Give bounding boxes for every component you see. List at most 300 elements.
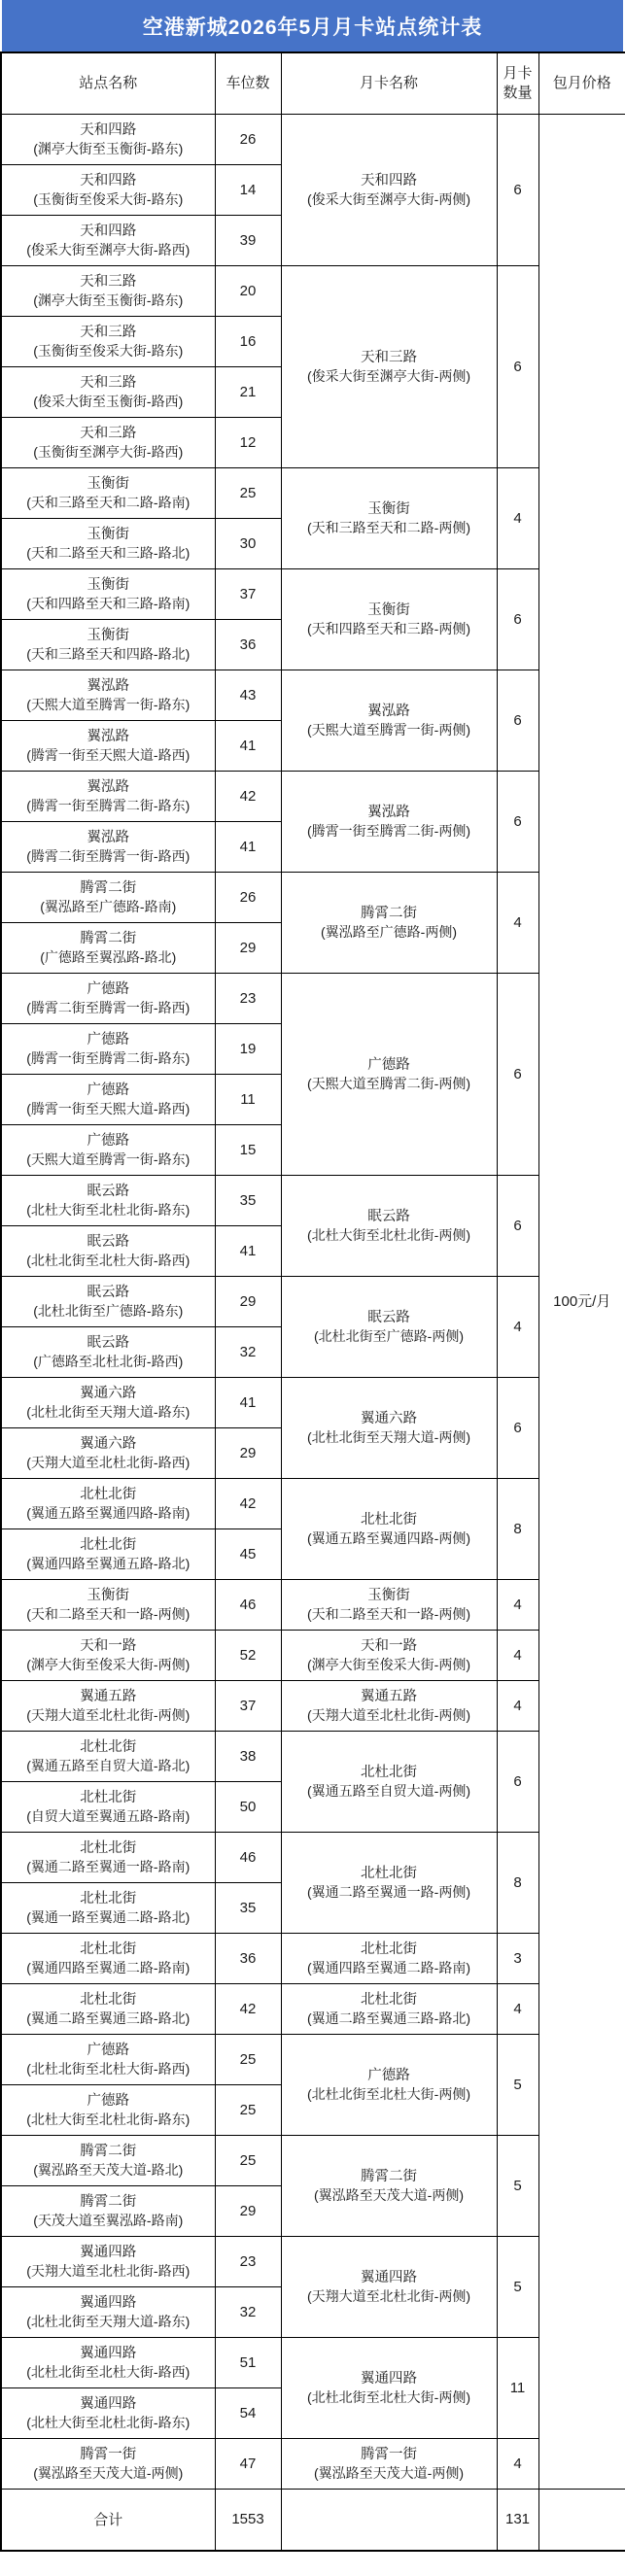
table-row: [1, 670, 625, 721]
card-name-cell-detail: (天熙大道至腾霄一街-两侧): [307, 721, 470, 738]
station-cell-title: 广德路: [87, 1031, 129, 1048]
station-cell-title: 广德路: [87, 2092, 129, 2109]
station-cell: [1, 974, 215, 1024]
station-cell: [1, 2186, 215, 2237]
station-cell-title: 广德路: [87, 980, 129, 997]
station-cell-title: 眠云路: [87, 1284, 129, 1300]
station-cell: [1, 1479, 215, 1529]
spaces-cell: 39: [215, 216, 281, 266]
station-cell: [1, 1631, 215, 1681]
station-cell-title: 天和三路: [80, 425, 137, 441]
column-header-station: 站点名称: [1, 52, 215, 115]
card-name-cell-detail: (翼通四路至翼通二路-路南): [307, 1959, 470, 1975]
total-label: 合计: [1, 2490, 215, 2551]
station-cell-title: 北杜北街: [80, 1486, 137, 1502]
station-cell-title: 玉衡街: [87, 576, 129, 593]
card-name-cell: [281, 1176, 497, 1277]
spaces-cell: 16: [215, 317, 281, 367]
station-cell-detail: (天熙大道至腾霄一街-路东): [26, 696, 191, 712]
card-name-cell-title: 广德路: [367, 1056, 410, 1073]
spaces-cell: 43: [215, 670, 281, 721]
card-name-cell-detail: (翼通五路至翼通四路-两侧): [307, 1529, 470, 1546]
station-cell-title: 眠云路: [87, 1183, 129, 1199]
station-cell-title: 翼泓路: [87, 728, 129, 744]
station-cell-detail: (北杜大街至北杜北街-路东): [26, 2414, 191, 2430]
card-count-cell: 6: [497, 266, 538, 468]
station-cell-title: 腾霄一街: [80, 2446, 137, 2462]
card-count-cell: 6: [497, 569, 538, 670]
spaces-cell: 45: [215, 1529, 281, 1580]
station-cell-detail: (北杜北街至北杜大街-路西): [26, 1252, 191, 1268]
card-count-cell: 4: [497, 1580, 538, 1631]
station-cell-detail: (天和四路至天和三路-路南): [26, 595, 191, 611]
card-count-cell: 6: [497, 1176, 538, 1277]
card-count-cell: 4: [497, 1984, 538, 2035]
station-cell: [1, 266, 215, 317]
card-count-cell: 6: [497, 974, 538, 1176]
station-cell-title: 翼泓路: [87, 677, 129, 694]
card-name-cell: [281, 1277, 497, 1378]
card-name-cell-detail: (天和四路至天和三路-两侧): [307, 620, 470, 636]
table-row: [1, 1681, 625, 1732]
spaces-cell: 54: [215, 2388, 281, 2439]
station-cell-detail: (天翔大道至北杜北街-两侧): [26, 1706, 191, 1723]
table-row: [1, 1176, 625, 1226]
station-cell: [1, 721, 215, 772]
card-name-cell-title: 腾霄二街: [361, 2168, 417, 2184]
station-cell: [1, 418, 215, 468]
station-cell-title: 眠云路: [87, 1233, 129, 1250]
spaces-cell: 50: [215, 1782, 281, 1833]
table-row: [1, 115, 625, 165]
card-name-cell-detail: (翼通二路至翼通三路-路北): [307, 2009, 470, 2026]
station-cell-detail: (翼通二路至翼通三路-路北): [26, 2009, 191, 2026]
station-cell: [1, 569, 215, 620]
card-name-cell-detail: (翼通五路至自贸大道-两侧): [307, 1782, 470, 1799]
spaces-cell: 29: [215, 923, 281, 974]
station-cell-detail: (翼通四路至翼通二路-路南): [26, 1959, 191, 1975]
card-name-cell-title: 玉衡街: [367, 500, 410, 517]
spaces-cell: 41: [215, 822, 281, 873]
station-cell: [1, 772, 215, 822]
spaces-cell: 41: [215, 1226, 281, 1277]
spaces-cell: 19: [215, 1024, 281, 1075]
card-name-cell-detail: (天和三路至天和二路-两侧): [307, 519, 470, 535]
station-cell-detail: (天翔大道至北杜北街-路西): [26, 1454, 191, 1470]
spaces-cell: 52: [215, 1631, 281, 1681]
station-cell-detail: (渊亭大街至俊采大街-两侧): [26, 1656, 191, 1672]
station-cell-title: 天和四路: [80, 223, 137, 239]
spaces-cell: 23: [215, 2237, 281, 2287]
spaces-cell: 42: [215, 1984, 281, 2035]
table-row: [1, 569, 625, 620]
card-name-cell-detail: (翼泓路至天茂大道-两侧): [314, 2186, 464, 2203]
station-cell-detail: (翼通一路至翼通二路-路北): [26, 1908, 191, 1925]
station-cell-detail: (腾霄一街至腾霄二街-路东): [26, 1049, 191, 1066]
station-cell: [1, 1226, 215, 1277]
station-cell-title: 翼通四路: [80, 2345, 137, 2361]
station-cell-detail: (天和三路至天和四路-路北): [26, 645, 191, 662]
table-row: [1, 1984, 625, 2035]
station-cell: [1, 1782, 215, 1833]
card-name-cell-detail: (俊采大街至渊亭大街-两侧): [307, 367, 470, 384]
station-cell-title: 北杜北街: [80, 1941, 137, 1957]
spaces-cell: 37: [215, 1681, 281, 1732]
station-cell: [1, 1681, 215, 1732]
station-cell: [1, 1529, 215, 1580]
card-count-cell: 4: [497, 873, 538, 974]
card-name-cell: [281, 2237, 497, 2338]
station-cell-title: 北杜北街: [80, 1738, 137, 1755]
station-cell: [1, 1833, 215, 1883]
spaces-cell: 14: [215, 165, 281, 216]
card-name-cell-title: 眠云路: [367, 1208, 410, 1224]
station-cell-title: 玉衡街: [87, 475, 129, 492]
card-count-cell: 6: [497, 772, 538, 873]
station-cell: [1, 2338, 215, 2388]
card-count-cell: 8: [497, 1833, 538, 1934]
station-cell-detail: (俊采大街至玉衡街-路西): [33, 393, 184, 409]
spaces-cell: 37: [215, 569, 281, 620]
station-cell-title: 天和四路: [80, 172, 137, 189]
card-name-cell-title: 腾霄一街: [361, 2446, 417, 2462]
station-cell: [1, 620, 215, 670]
station-cell-detail: (翼通五路至翼通四路-路南): [26, 1504, 191, 1521]
station-cell: [1, 873, 215, 923]
station-cell-title: 天和一路: [80, 1637, 137, 1654]
station-cell: [1, 1883, 215, 1934]
station-cell-detail: (天和二路至天和三路-路北): [26, 544, 191, 561]
card-name-cell-detail: (天翔大道至北杜北街-两侧): [307, 2287, 470, 2304]
station-cell-title: 玉衡街: [87, 1587, 129, 1603]
station-cell-title: 翼泓路: [87, 829, 129, 845]
table-row: [1, 772, 625, 822]
spaces-cell: 20: [215, 266, 281, 317]
station-cell: [1, 1075, 215, 1125]
card-count-cell: 5: [497, 2136, 538, 2237]
card-name-cell: [281, 2338, 497, 2439]
card-name-cell-title: 广德路: [367, 2067, 410, 2083]
card-name-cell: [281, 2035, 497, 2136]
station-cell-title: 广德路: [87, 1082, 129, 1098]
station-cell-detail: (北杜北街至天翔大道-路东): [26, 1403, 191, 1420]
card-name-cell-detail: (翼泓路至广德路-两侧): [321, 923, 457, 940]
station-cell-detail: (腾霄二街至腾霄一街-路西): [26, 999, 191, 1015]
card-name-cell-detail: (北杜北街至北杜大街-两侧): [307, 2388, 470, 2405]
station-cell-title: 广德路: [87, 2042, 129, 2058]
station-cell-title: 眠云路: [87, 1334, 129, 1351]
card-name-cell: [281, 873, 497, 974]
card-name-cell-title: 翼通五路: [361, 1688, 417, 1704]
card-name-cell-detail: (渊亭大街至俊采大街-两侧): [307, 1656, 470, 1672]
station-cell-detail: (渊亭大街至玉衡街-路东): [33, 292, 184, 308]
station-cell: [1, 923, 215, 974]
card-name-cell: [281, 1631, 497, 1681]
card-name-cell: [281, 115, 497, 266]
card-count-cell: 4: [497, 1631, 538, 1681]
table-row: [1, 1934, 625, 1984]
card-name-cell-detail: (天翔大道至北杜北街-两侧): [307, 1706, 470, 1723]
card-name-cell: [281, 266, 497, 468]
station-cell: [1, 1934, 215, 1984]
station-cell-detail: (天和三路至天和二路-路南): [26, 494, 191, 510]
station-cell-title: 翼通四路: [80, 2395, 137, 2412]
table-row: [1, 2035, 625, 2085]
card-name-cell: [281, 1934, 497, 1984]
station-cell: [1, 468, 215, 519]
station-cell-title: 腾霄二街: [80, 879, 137, 896]
card-name-cell-title: 天和四路: [361, 172, 417, 189]
station-cell-detail: (北杜北街至北杜大街-路西): [26, 2060, 191, 2077]
station-cell-detail: (自贸大道至翼通五路-路南): [26, 1807, 191, 1824]
station-cell: [1, 1327, 215, 1378]
station-cell: [1, 2287, 215, 2338]
station-cell: [1, 1580, 215, 1631]
card-name-cell-detail: (北杜北街至广德路-两侧): [314, 1327, 464, 1344]
card-name-cell-detail: (天熙大道至腾霄二街-两侧): [307, 1075, 470, 1091]
station-cell: [1, 317, 215, 367]
station-cell-detail: (腾霄一街至腾霄二街-路东): [26, 797, 191, 813]
total-card-name-empty: [281, 2490, 497, 2551]
table-row: [1, 873, 625, 923]
card-count-cell: 6: [497, 670, 538, 772]
station-cell-detail: (翼泓路至广德路-路南): [40, 898, 177, 914]
station-cell-title: 翼泓路: [87, 778, 129, 795]
card-name-cell: [281, 1580, 497, 1631]
spaces-cell: 29: [215, 1277, 281, 1327]
spaces-cell: 21: [215, 367, 281, 418]
spaces-cell: 35: [215, 1176, 281, 1226]
card-name-cell-detail: (北杜大街至北杜北街-两侧): [307, 1226, 470, 1243]
spaces-cell: 35: [215, 1883, 281, 1934]
card-count-cell: 5: [497, 2237, 538, 2338]
table-row: [1, 2237, 625, 2287]
card-count-cell: 4: [497, 1681, 538, 1732]
card-name-cell-detail: (腾霄一街至腾霄二街-两侧): [307, 822, 470, 839]
card-count-cell: 4: [497, 2439, 538, 2490]
table-row: [1, 2439, 625, 2490]
spaces-cell: 41: [215, 1378, 281, 1428]
total-price-empty: [538, 2490, 625, 2551]
station-cell-title: 北杜北街: [80, 1890, 137, 1906]
column-header-spaces: 车位数: [215, 52, 281, 115]
station-cell: [1, 1277, 215, 1327]
station-cell-title: 天和三路: [80, 374, 137, 391]
station-cell: [1, 1176, 215, 1226]
spaces-cell: 29: [215, 1428, 281, 1479]
card-name-cell-title: 北杜北街: [361, 1764, 417, 1780]
card-name-cell: [281, 569, 497, 670]
table-body: [1, 115, 625, 2490]
price-cell: 100元/月: [538, 115, 625, 2490]
station-cell-title: 腾霄二街: [80, 2143, 137, 2159]
card-name-cell-title: 翼泓路: [367, 804, 410, 820]
card-name-cell-title: 腾霄二街: [361, 905, 417, 921]
spaces-cell: 11: [215, 1075, 281, 1125]
station-cell: [1, 519, 215, 569]
station-cell-detail: (翼通四路至翼通五路-路北): [26, 1555, 191, 1571]
station-cell-detail: (北杜北街至广德路-路东): [33, 1302, 184, 1319]
station-cell-title: 北杜北街: [80, 1991, 137, 2008]
station-cell-title: 天和四路: [80, 121, 137, 138]
card-name-cell-title: 翼通四路: [361, 2269, 417, 2285]
station-cell: [1, 115, 215, 165]
card-name-cell: [281, 1833, 497, 1934]
station-cell: [1, 822, 215, 873]
station-cell-title: 北杜北街: [80, 1839, 137, 1856]
station-cell: [1, 165, 215, 216]
station-cell-title: 北杜北街: [80, 1536, 137, 1553]
spaces-cell: 12: [215, 418, 281, 468]
page-title: 空港新城2026年5月月卡站点统计表: [2, 0, 623, 52]
card-name-cell: [281, 1479, 497, 1580]
table-row: [1, 1580, 625, 1631]
card-name-cell-detail: (翼泓路至天茂大道-两侧): [314, 2464, 464, 2481]
station-cell-detail: (天和二路至天和一路-两侧): [26, 1605, 191, 1622]
station-cell-detail: (翼通二路至翼通一路-路南): [26, 1858, 191, 1874]
header-row: [1, 52, 625, 115]
station-cell-detail: (北杜大街至北杜北街-路东): [26, 1201, 191, 1218]
station-cell-title: 玉衡街: [87, 627, 129, 643]
spaces-cell: 36: [215, 1934, 281, 1984]
card-name-cell-title: 玉衡街: [367, 1587, 410, 1603]
card-count-cell: 6: [497, 115, 538, 266]
table-row: [1, 2338, 625, 2388]
station-cell-title: 翼通四路: [80, 2294, 137, 2311]
card-name-cell-title: 北杜北街: [361, 1991, 417, 2008]
card-name-cell: [281, 1984, 497, 2035]
spaces-cell: 51: [215, 2338, 281, 2388]
card-name-cell-title: 北杜北街: [361, 1865, 417, 1881]
station-cell-detail: (北杜北街至北杜大街-路西): [26, 2363, 191, 2380]
spaces-cell: 25: [215, 2035, 281, 2085]
card-name-cell: [281, 670, 497, 772]
table-row: [1, 1277, 625, 1327]
total-spaces: 1553: [215, 2490, 281, 2551]
spaces-cell: 42: [215, 1479, 281, 1529]
station-cell: [1, 670, 215, 721]
total-cards: 131: [497, 2490, 538, 2551]
station-cell: [1, 2388, 215, 2439]
card-name-cell: [281, 1732, 497, 1833]
station-cell-detail: (广德路至翼泓路-路北): [40, 948, 177, 965]
card-name-cell-title: 北杜北街: [361, 1941, 417, 1957]
card-count-cell: 4: [497, 1277, 538, 1378]
column-header-card-name: 月卡名称: [281, 52, 497, 115]
spaces-cell: 32: [215, 1327, 281, 1378]
card-name-cell-detail: (北杜北街至北杜大街-两侧): [307, 2085, 470, 2102]
card-name-cell-title: 天和一路: [361, 1637, 417, 1654]
station-cell: [1, 216, 215, 266]
station-cell: [1, 1125, 215, 1176]
table-row: [1, 468, 625, 519]
station-cell-detail: (腾霄一街至天熙大道-路西): [26, 746, 191, 763]
card-name-cell-title: 翼泓路: [367, 703, 410, 719]
spaces-cell: 36: [215, 620, 281, 670]
station-cell-detail: (天翔大道至北杜北街-路西): [26, 2262, 191, 2279]
station-cell-detail: (玉衡街至俊采大街-路东): [33, 342, 184, 359]
station-cell-title: 腾霄二街: [80, 2193, 137, 2210]
card-name-cell-detail: (北杜北街至天翔大道-两侧): [307, 1428, 470, 1445]
station-cell-title: 翼通六路: [80, 1385, 137, 1401]
station-cell-title: 翼通四路: [80, 2244, 137, 2260]
station-cell-detail: (翼泓路至天茂大道-路北): [33, 2161, 184, 2178]
card-count-cell: 6: [497, 1378, 538, 1479]
column-header-card-count: 月卡数量: [497, 52, 538, 115]
station-cell: [1, 1984, 215, 2035]
station-cell: [1, 2237, 215, 2287]
station-cell-title: 北杜北街: [80, 1789, 137, 1805]
card-name-cell: [281, 772, 497, 873]
card-name-cell-detail: (翼通二路至翼通一路-两侧): [307, 1883, 470, 1900]
card-name-cell-title: 天和三路: [361, 349, 417, 365]
card-count-cell: 5: [497, 2035, 538, 2136]
card-name-cell: [281, 1681, 497, 1732]
table-row: [1, 2136, 625, 2186]
card-name-cell-title: 翼通四路: [361, 2370, 417, 2387]
column-header-price: 包月价格: [538, 52, 625, 115]
station-cell: [1, 2136, 215, 2186]
card-count-cell: 11: [497, 2338, 538, 2439]
card-count-cell: 8: [497, 1479, 538, 1580]
station-cell: [1, 2439, 215, 2490]
station-cell-detail: (玉衡街至俊采大街-路东): [33, 190, 184, 207]
station-cell-detail: (天茂大道至翼泓路-路南): [33, 2212, 184, 2228]
station-cell: [1, 2035, 215, 2085]
card-name-cell: [281, 2439, 497, 2490]
table-row: [1, 1833, 625, 1883]
station-cell-detail: (翼泓路至天茂大道-两侧): [33, 2464, 184, 2481]
spaces-cell: 25: [215, 468, 281, 519]
spaces-cell: 25: [215, 2085, 281, 2136]
station-cell: [1, 1024, 215, 1075]
station-cell-detail: (广德路至北杜北街-路西): [33, 1353, 184, 1369]
card-name-cell-title: 眠云路: [367, 1309, 410, 1325]
station-cell: [1, 1378, 215, 1428]
spaces-cell: 41: [215, 721, 281, 772]
station-cell: [1, 1732, 215, 1782]
total-row: [1, 2490, 625, 2551]
station-cell: [1, 367, 215, 418]
spaces-cell: 23: [215, 974, 281, 1024]
table-row: [1, 1631, 625, 1681]
station-cell-title: 腾霄二街: [80, 930, 137, 946]
spaces-cell: 46: [215, 1580, 281, 1631]
card-count-cell: 6: [497, 1732, 538, 1833]
card-name-cell-title: 翼通六路: [361, 1410, 417, 1426]
card-name-cell-title: 玉衡街: [367, 601, 410, 618]
card-name-cell: [281, 1378, 497, 1479]
monthly-card-table: [0, 52, 625, 2552]
table-row: [1, 1479, 625, 1529]
station-cell-detail: (北杜北街至天翔大道-路东): [26, 2313, 191, 2329]
station-cell-detail: (玉衡街至渊亭大街-路西): [33, 443, 184, 460]
spaces-cell: 29: [215, 2186, 281, 2237]
spaces-cell: 26: [215, 115, 281, 165]
spaces-cell: 25: [215, 2136, 281, 2186]
table-header: [1, 52, 625, 115]
card-name-cell-detail: (俊采大街至渊亭大街-两侧): [307, 190, 470, 207]
station-cell: [1, 1428, 215, 1479]
station-cell-detail: (腾霄一街至天熙大道-路西): [26, 1100, 191, 1116]
station-cell-title: 天和三路: [80, 324, 137, 340]
spaces-cell: 15: [215, 1125, 281, 1176]
station-cell-title: 天和三路: [80, 273, 137, 290]
spaces-cell: 38: [215, 1732, 281, 1782]
spaces-cell: 47: [215, 2439, 281, 2490]
station-cell-title: 翼通六路: [80, 1435, 137, 1452]
station-cell-detail: (天熙大道至腾霄一街-路东): [26, 1151, 191, 1167]
